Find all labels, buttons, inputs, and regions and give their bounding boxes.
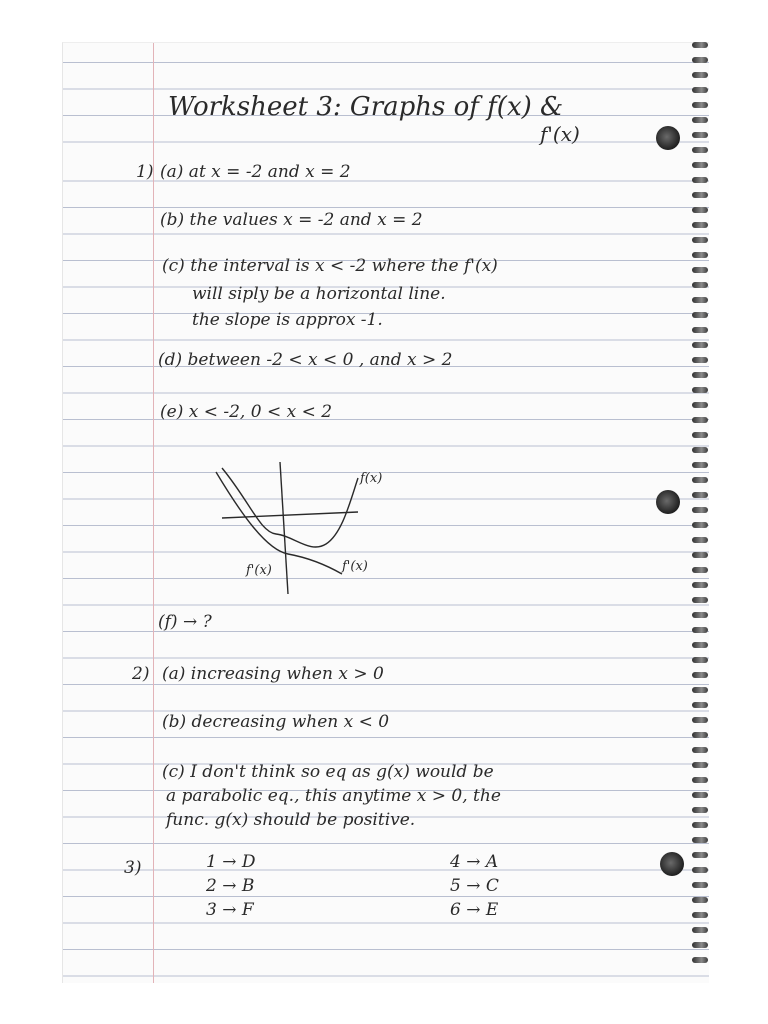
- spiral-coil: [692, 342, 708, 348]
- spiral-coil: [692, 132, 708, 138]
- spiral-coil: [692, 852, 708, 858]
- fx-label: f(x): [360, 471, 383, 486]
- spiral-coil: [692, 567, 708, 573]
- spiral-coil: [692, 252, 708, 258]
- worksheet-title: Worksheet 3: Graphs of f(x) &: [168, 92, 564, 122]
- spiral-coil: [692, 552, 708, 558]
- spiral-coil: [692, 807, 708, 813]
- q2-number: 2): [132, 664, 150, 684]
- spiral-coil: [692, 417, 708, 423]
- q3-match-3: 3 → F: [206, 900, 254, 920]
- q1-number: 1): [136, 162, 154, 182]
- spiral-coil: [692, 762, 708, 768]
- q1-answer-e: (e) x < -2, 0 < x < 2: [160, 402, 333, 422]
- spiral-coil: [692, 537, 708, 543]
- spiral-coil: [692, 402, 708, 408]
- spiral-coil: [692, 477, 708, 483]
- q3-match-5: 5 → C: [450, 876, 499, 896]
- spiral-coil: [692, 627, 708, 633]
- spiral-coil: [692, 177, 708, 183]
- spiral-coil: [692, 882, 708, 888]
- q1-answer-d: (d) between -2 < x < 0 , and x > 2: [158, 350, 453, 370]
- q3-match-4: 4 → A: [450, 852, 499, 872]
- spiral-coil: [692, 717, 708, 723]
- worksheet-title-line2: f'(x): [540, 122, 580, 146]
- spiral-coil: [692, 687, 708, 693]
- spiral-coil: [692, 777, 708, 783]
- spiral-coil: [692, 222, 708, 228]
- spiral-coil: [692, 282, 708, 288]
- spiral-coil: [692, 57, 708, 63]
- q1-answer-f: (f) → ?: [158, 612, 212, 632]
- spiral-coil: [692, 597, 708, 603]
- q1-answer-c-line3: the slope is approx -1.: [192, 310, 383, 330]
- spiral-coil: [692, 792, 708, 798]
- spiral-coil: [692, 117, 708, 123]
- spiral-coil: [692, 507, 708, 513]
- q2-answer-b: (b) decreasing when x < 0: [162, 712, 390, 732]
- q2-answer-c-line3: func. g(x) should be positive.: [166, 810, 416, 830]
- spiral-coil: [692, 927, 708, 933]
- spiral-coil: [692, 387, 708, 393]
- fprime-curve: [216, 472, 342, 574]
- spiral-coil: [692, 642, 708, 648]
- spiral-coil: [692, 432, 708, 438]
- spiral-coil: [692, 732, 708, 738]
- spiral-coil: [692, 297, 708, 303]
- spiral-coil: [692, 957, 708, 963]
- spiral-coil: [692, 912, 708, 918]
- spiral-coil: [692, 582, 708, 588]
- margin-line: [153, 43, 154, 983]
- spiral-coil: [692, 192, 708, 198]
- punch-hole: [656, 126, 680, 150]
- q1-answer-b: (b) the values x = -2 and x = 2: [160, 210, 423, 230]
- spiral-coil: [692, 462, 708, 468]
- spiral-coil: [692, 747, 708, 753]
- sketch-graph: [210, 462, 390, 602]
- spiral-coil: [692, 312, 708, 318]
- punch-hole: [660, 852, 684, 876]
- q1-answer-a: (a) at x = -2 and x = 2: [160, 162, 351, 182]
- spiral-coil: [692, 327, 708, 333]
- punch-hole: [656, 490, 680, 514]
- spiral-coil: [692, 162, 708, 168]
- q2-answer-c-line2: a parabolic eq., this anytime x > 0, the: [166, 786, 501, 806]
- spiral-coil: [692, 657, 708, 663]
- q1-answer-c-line1: (c) the interval is x < -2 where the f'(x): [162, 256, 498, 276]
- spiral-coil: [692, 87, 708, 93]
- q2-answer-a: (a) increasing when x > 0: [162, 664, 384, 684]
- q3-match-1: 1 → D: [206, 852, 256, 872]
- fprime-label-right: f'(x): [342, 559, 368, 574]
- spiral-coil: [692, 897, 708, 903]
- spiral-coil: [692, 492, 708, 498]
- fx-curve: [222, 468, 358, 547]
- q1-answer-c-line2: will siply be a horizontal line.: [192, 284, 446, 304]
- spiral-coil: [692, 357, 708, 363]
- q3-match-6: 6 → E: [450, 900, 499, 920]
- spiral-coil: [692, 522, 708, 528]
- spiral-coil: [692, 447, 708, 453]
- q2-answer-c-line1: (c) I don't think so eq as g(x) would be: [162, 762, 494, 782]
- spiral-coil: [692, 867, 708, 873]
- spiral-coil: [692, 612, 708, 618]
- fprime-label-left: f'(x): [246, 563, 272, 578]
- spiral-coil: [692, 822, 708, 828]
- y-axis: [280, 462, 288, 594]
- spiral-binding: [692, 42, 712, 977]
- spiral-coil: [692, 147, 708, 153]
- spiral-coil: [692, 42, 708, 48]
- q3-match-2: 2 → B: [206, 876, 255, 896]
- spiral-coil: [692, 267, 708, 273]
- spiral-coil: [692, 72, 708, 78]
- spiral-coil: [692, 102, 708, 108]
- spiral-coil: [692, 372, 708, 378]
- spiral-coil: [692, 942, 708, 948]
- spiral-coil: [692, 237, 708, 243]
- spiral-coil: [692, 207, 708, 213]
- spiral-coil: [692, 837, 708, 843]
- spiral-coil: [692, 672, 708, 678]
- q3-number: 3): [124, 858, 142, 878]
- spiral-coil: [692, 702, 708, 708]
